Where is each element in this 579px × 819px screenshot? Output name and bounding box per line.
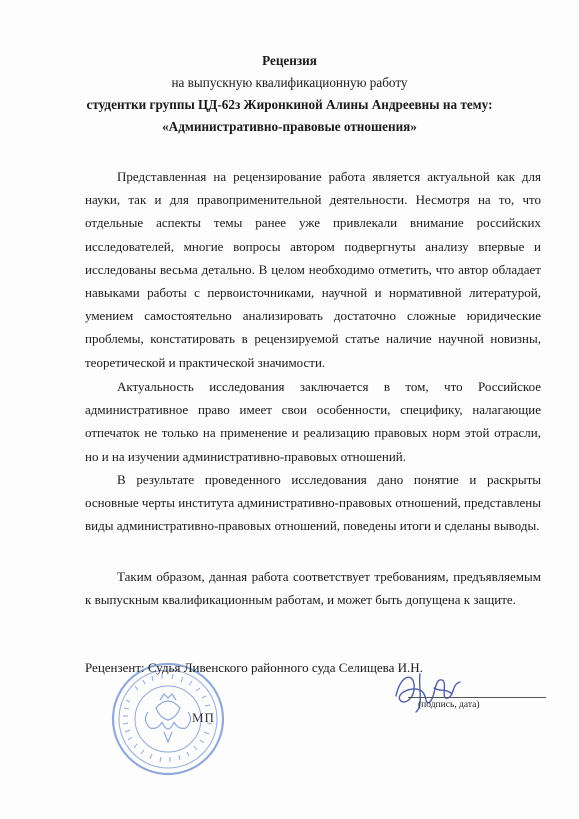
signature-caption: (подпись, дата) [418, 700, 480, 710]
document-header [0, 50, 579, 138]
document-title: Рецензия [262, 53, 317, 68]
signature-line [408, 697, 546, 698]
paragraph-research-relevance: Актуальность исследования заключается в том, что Российское административное право имеет свои особенности, специфику, налагающие отпечаток не только на применение и реализацию правовых норм этой отрасли, но и на изучении административно-правовых отношений. [85, 379, 541, 464]
paragraph-results: В результате проведенного исследования дано понятие и раскрыты основные черты института административно-правовых отношений, представлены виды административно-правовых отношений, поведены итоги и сделаны выводы. [85, 472, 541, 534]
paragraph-conclusion: Таким образом, данная работа соответствует требованиям, предъявляемым к выпускным квалификационным работам, и может быть допущена к защите. [85, 569, 541, 608]
thesis-topic: «Административно-правовые отношения» [162, 119, 417, 134]
reviewer-line: Рецензент: Судья Ливенского районного суда Селищева И.Н. [85, 660, 423, 675]
student-line: студентки группы ЦД-62з Жиронкиной Алины Андреевны на тему: [86, 97, 493, 112]
paragraph-relevance-assessment: Представленная на рецензирование работа является актуальной как для науки, так и для правоприменительной деятельности. Несмотря на то, что отдельные аспекты темы ранее уже привлекали внимание российских исследователей, многие вопросы автором подвергнуты анализу впервые и исследованы весьма детально. В целом необходимо отметить, что автор обладает навыками работы с первоисточниками, научной и нормативной литературой, умением самостоятельно анализировать достаточно сложные юридические проблемы, констатировать в рецензируемой статье наличие научной новизны, теоретической и практической значимости. [85, 169, 541, 370]
stamp-mark-label: МП [192, 710, 215, 725]
document-subtitle: на выпускную квалификационную работу [171, 75, 408, 90]
